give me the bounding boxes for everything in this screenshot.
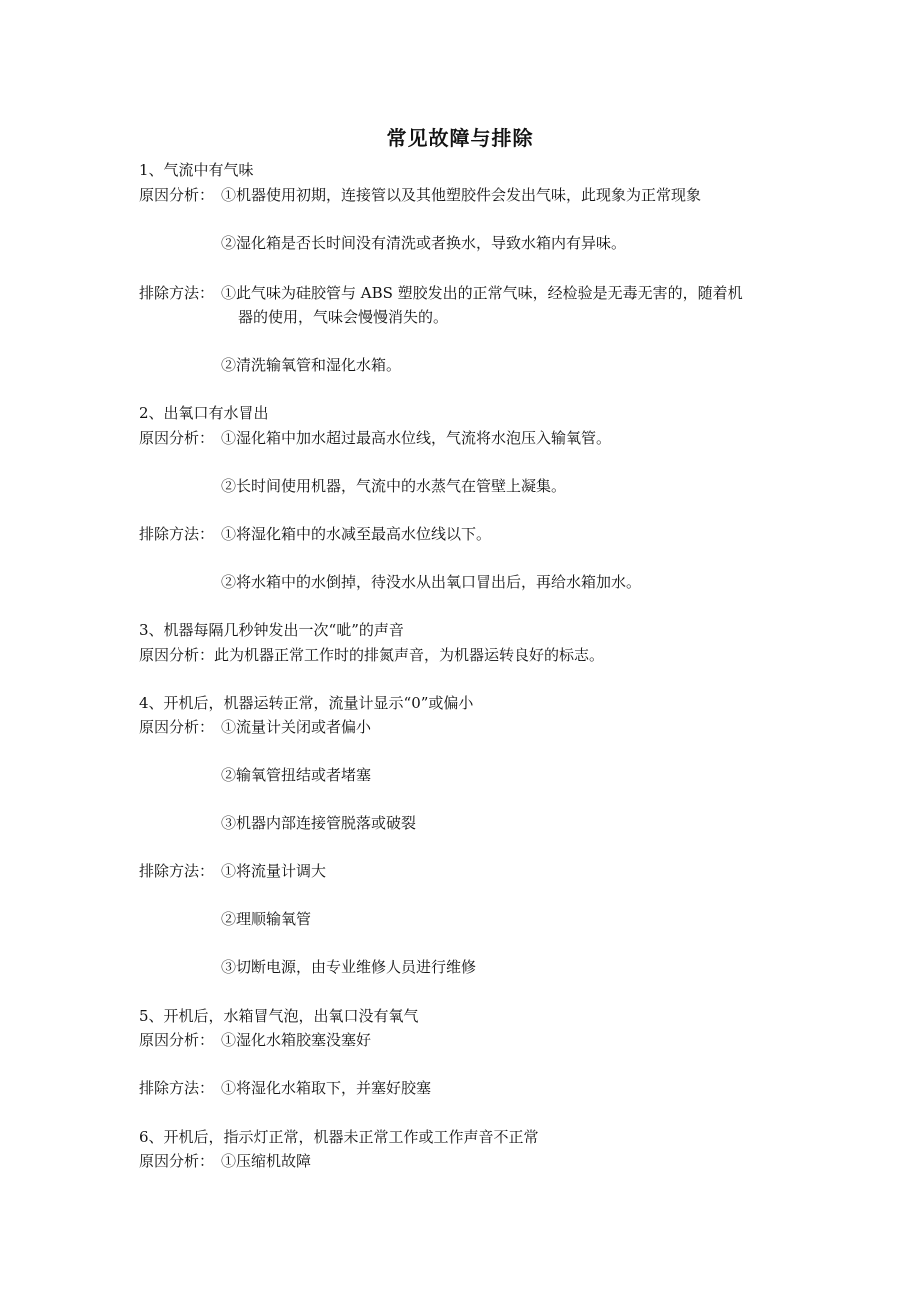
section-4-cause-2: ②输氧管扭结或者堵塞 [221, 766, 372, 784]
section-1-fix-label: 排除方法： [139, 284, 215, 302]
section-1-cause-2: ②湿化箱是否长时间没有清洗或者换水，导致水箱内有异味。 [221, 234, 627, 252]
section-5-cause-1: ①湿化水箱胶塞没塞好 [221, 1031, 372, 1049]
section-4-cause-1: ①流量计关闭或者偏小 [221, 718, 372, 736]
section-3-heading: 3、机器每隔几秒钟发出一次“呲”的声音 [139, 621, 404, 639]
section-1-heading: 1、气流中有气味 [139, 161, 254, 179]
section-3-cause: 原因分析：此为机器正常工作时的排氮声音，为机器运转良好的标志。 [139, 646, 605, 664]
section-5-cause-label: 原因分析： [139, 1031, 215, 1049]
section-2-heading: 2、出氧口有水冒出 [139, 404, 269, 422]
section-2-cause-label: 原因分析： [139, 429, 215, 447]
section-1-fix-1-continued: 器的使用，气味会慢慢消失的。 [238, 308, 449, 326]
section-5-heading: 5、开机后，水箱冒气泡，出氧口没有氧气 [139, 1007, 419, 1025]
section-2-cause-1: ①湿化箱中加水超过最高水位线，气流将水泡压入输氧管。 [221, 429, 612, 447]
section-4-fix-2: ②理顺输氧管 [221, 910, 312, 928]
section-2-fix-label: 排除方法： [139, 525, 215, 543]
section-1-cause-1: ①机器使用初期，连接管以及其他塑胶件会发出气味，此现象为正常现象 [221, 186, 702, 204]
section-4-cause-label: 原因分析： [139, 718, 215, 736]
section-2-fix-1: ①将湿化箱中的水减至最高水位线以下。 [221, 525, 492, 543]
section-1-cause-label: 原因分析： [139, 186, 215, 204]
section-1-fix-1: ①此气味为硅胶管与 ABS 塑胶发出的正常气味，经检验是无毒无害的，随着机 [221, 284, 743, 302]
page-title: 常见故障与排除 [386, 126, 534, 150]
section-4-fix-1: ①将流量计调大 [221, 862, 327, 880]
section-6-heading: 6、开机后，指示灯正常，机器未正常工作或工作声音不正常 [139, 1128, 539, 1146]
section-4-cause-3: ③机器内部连接管脱落或破裂 [221, 814, 417, 832]
section-6-cause-label: 原因分析： [139, 1152, 215, 1170]
section-5-fix-1: ①将湿化水箱取下，并塞好胶塞 [221, 1079, 432, 1097]
section-2-fix-2: ②将水箱中的水倒掉，待没水从出氧口冒出后，再给水箱加水。 [221, 573, 642, 591]
section-5-fix-label: 排除方法： [139, 1079, 215, 1097]
section-2-cause-2: ②长时间使用机器，气流中的水蒸气在管壁上凝集。 [221, 477, 567, 495]
section-4-fix-3: ③切断电源，由专业维修人员进行维修 [221, 958, 477, 976]
section-4-fix-label: 排除方法： [139, 862, 215, 880]
section-4-heading: 4、开机后，机器运转正常，流量计显示“0”或偏小 [139, 694, 474, 712]
section-1-fix-2: ②清洗输氧管和湿化水箱。 [221, 356, 402, 374]
section-6-cause-1: ①压缩机故障 [221, 1152, 312, 1170]
